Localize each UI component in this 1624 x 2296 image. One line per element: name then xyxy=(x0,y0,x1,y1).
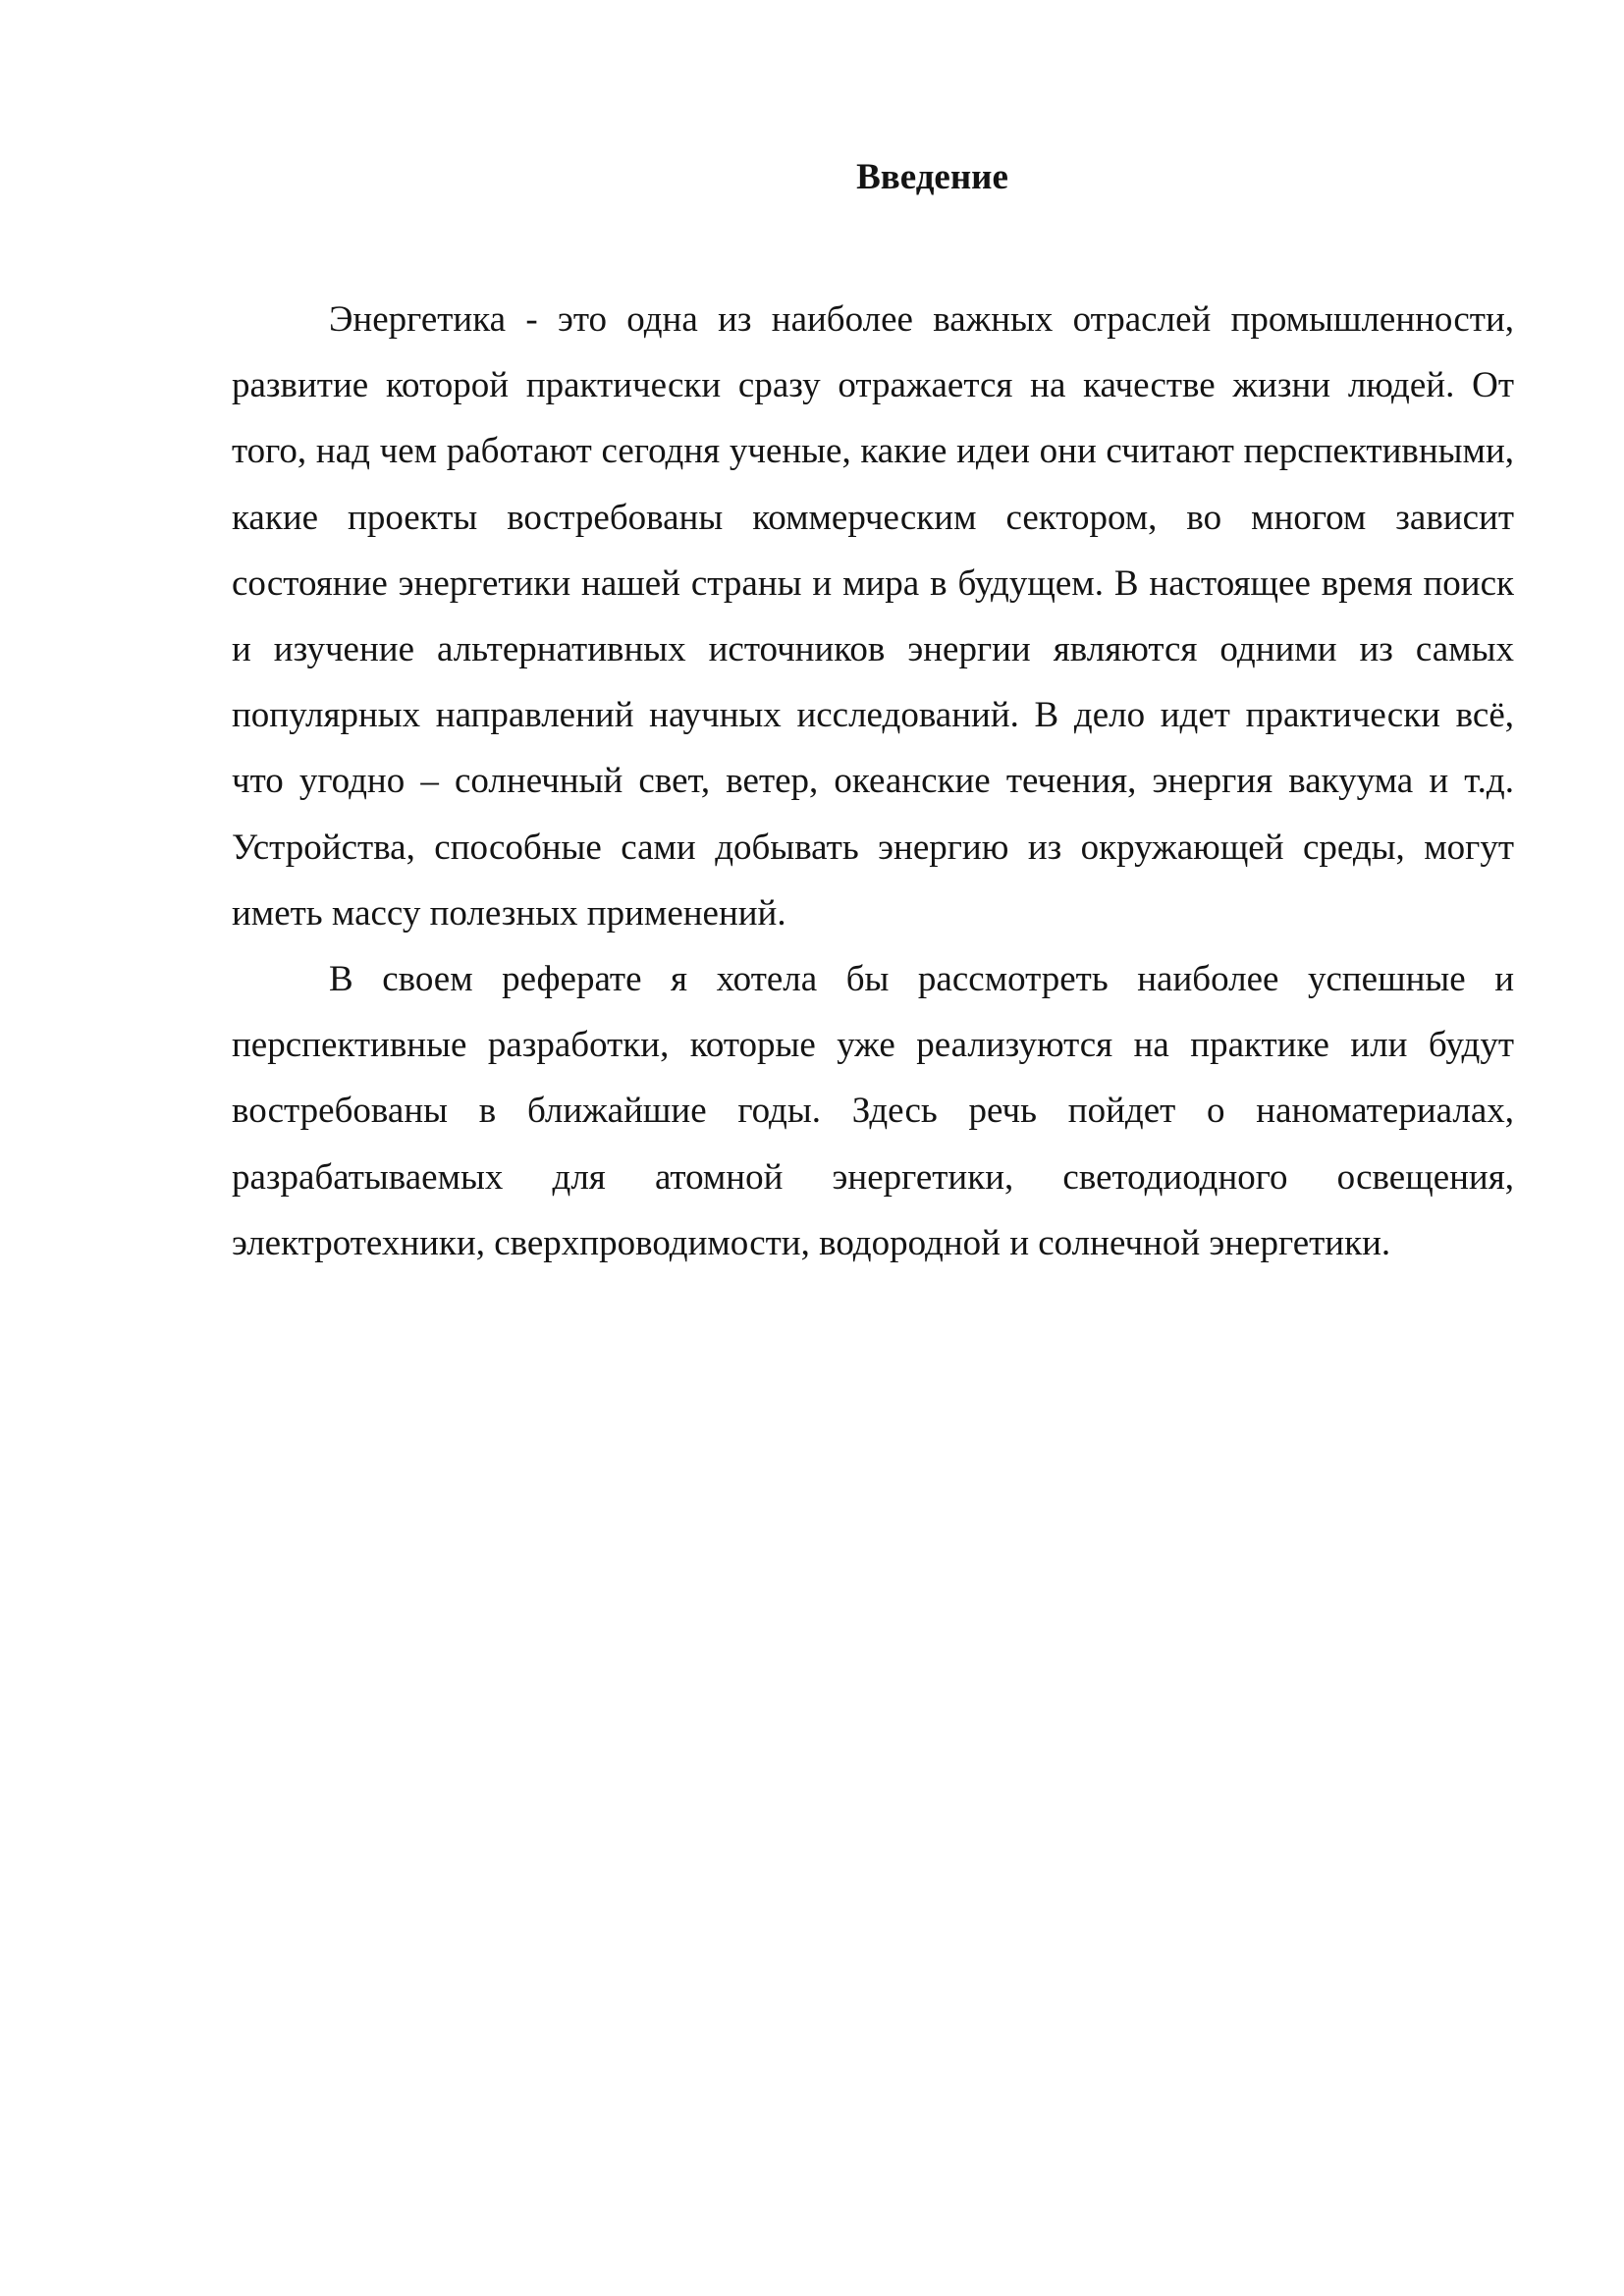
body-text xyxy=(232,287,1514,1276)
section-heading: Введение xyxy=(856,157,1008,197)
paragraph-intro: Энергетика - это одна из наиболее важных отраслей промышленности, развитие которой практически сразу отражается на качестве жизни людей. От того, над чем работают сегодня ученые, какие идеи они считают перспективными, какие проекты востребованы коммерческим сектором, во многом зависит состояние энергетики нашей страны и мира в будущем. В настоящее время поиск и изучение альтернативных источников энергии являются одними из самых популярных направлений научных исследований. В дело идет практически всё, что угодно – солнечный свет, ветер, океанские течения, энергия вакуума и т.д. Устройства, способные сами добывать энергию из окружающей среды, могут иметь массу полезных применений. xyxy=(232,299,1514,934)
paragraph-scope: В своем реферате я хотела бы рассмотреть наиболее успешные и перспективные разработки, которые уже реализуются на практике или будут востребованы в ближайшие годы. Здесь речь пойдет о наноматериалах, разрабатываемых для атомной энергетики, светодиодного освещения, электротехники, сверхпроводимости, водородной и солнечной энергетики. xyxy=(232,959,1514,1263)
